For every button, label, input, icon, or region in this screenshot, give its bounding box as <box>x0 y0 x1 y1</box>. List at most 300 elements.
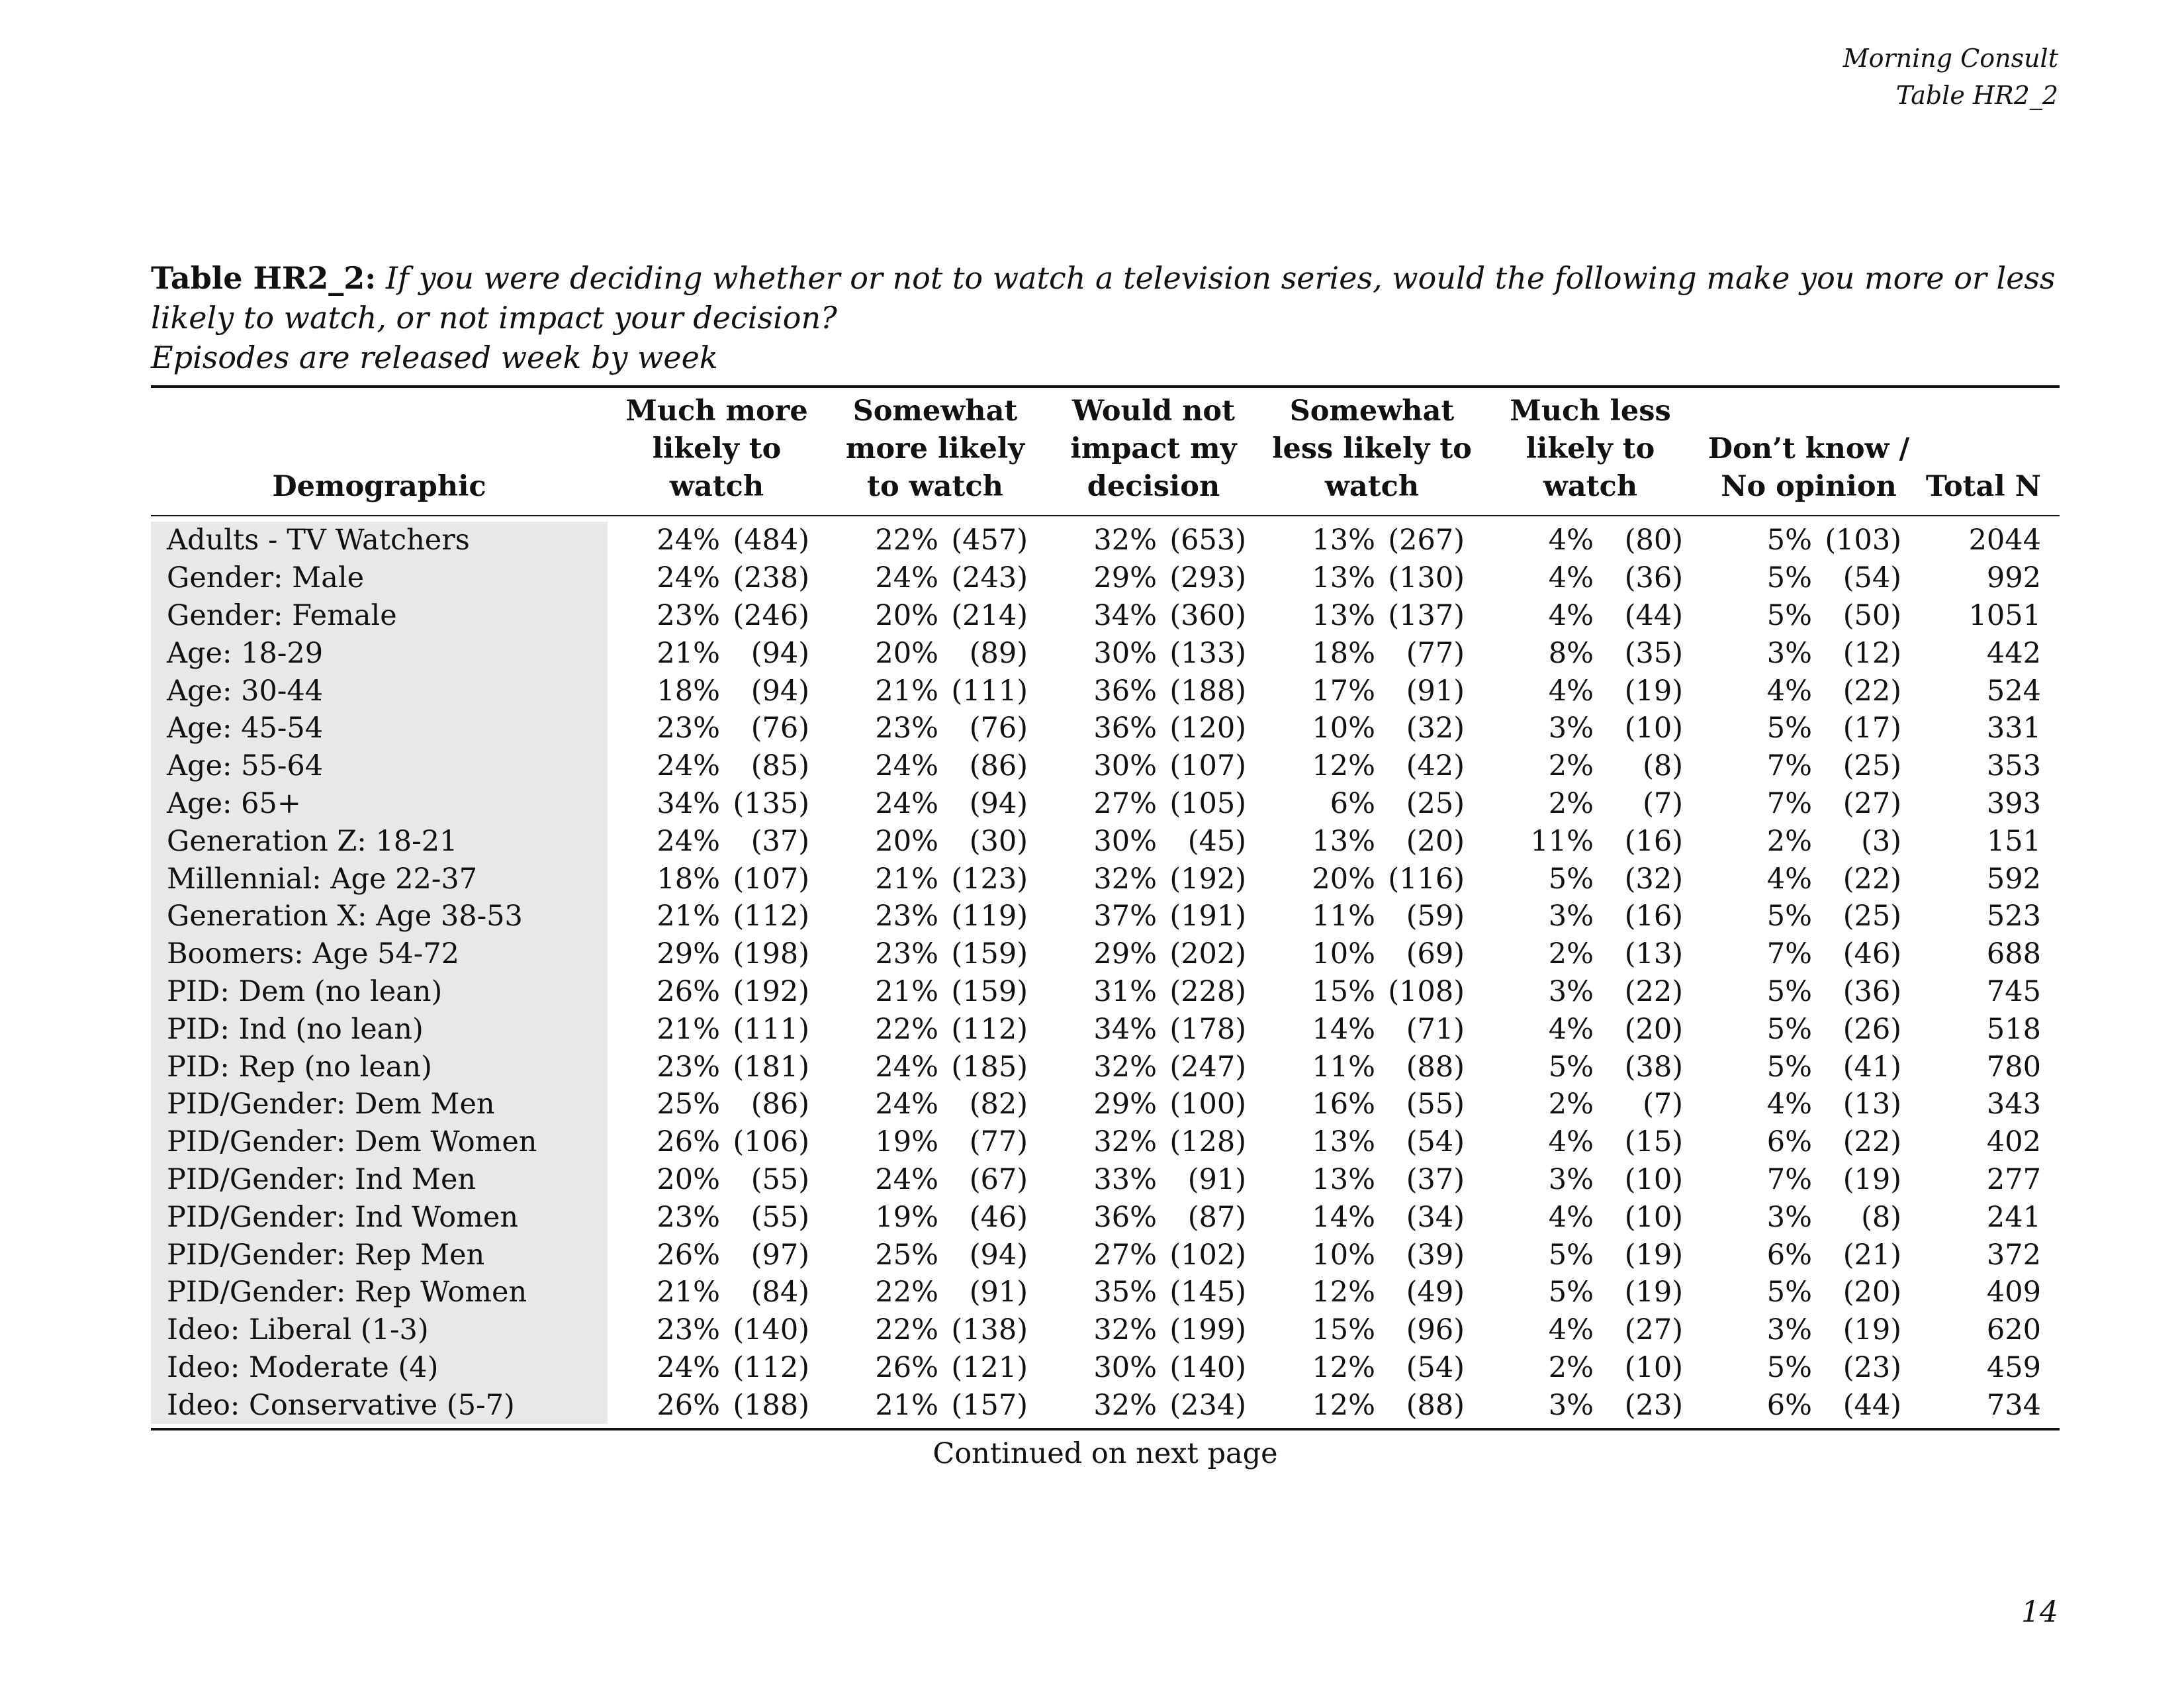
cell-count: (84) <box>751 1276 809 1309</box>
row-total-n: 241 <box>1986 1200 2041 1234</box>
table-cell <box>1044 1010 1263 1048</box>
cell-count: (85) <box>751 749 809 783</box>
table-cell <box>1481 1048 1700 1086</box>
row-demographic-label: PID/Gender: Dem Men <box>151 1086 608 1123</box>
cell-count: (23) <box>1624 1388 1683 1422</box>
cell-count: (41) <box>1843 1050 1901 1084</box>
table-cell <box>608 1311 826 1349</box>
table-cell <box>1263 822 1481 860</box>
table-cell <box>1263 522 1481 559</box>
cell-count: (39) <box>1406 1238 1465 1272</box>
cell-count: (71) <box>1406 1012 1465 1046</box>
table-cell <box>1481 860 1700 898</box>
cell-percent: 3% <box>1766 636 1812 670</box>
table-cell <box>1481 1161 1700 1199</box>
table-cell <box>1263 1311 1481 1349</box>
table-cell <box>1044 672 1263 710</box>
crosstab-table <box>151 385 2060 1470</box>
cell-percent: 32% <box>1093 1125 1157 1159</box>
table-header <box>151 388 2060 515</box>
cell-percent: 23% <box>657 1313 720 1347</box>
cell-percent: 23% <box>875 712 938 745</box>
cell-percent: 2% <box>1766 824 1812 858</box>
cell-count: (22) <box>1624 974 1683 1008</box>
table-row <box>151 1198 2060 1236</box>
table-cell <box>1263 1086 1481 1123</box>
cell-count: (140) <box>733 1313 809 1347</box>
cell-count: (246) <box>733 598 809 632</box>
cell-percent: 22% <box>875 1276 938 1309</box>
cell-count: (243) <box>951 561 1028 595</box>
cell-count: (191) <box>1169 900 1246 933</box>
cell-percent: 23% <box>657 712 720 745</box>
table-cell <box>1700 522 1918 559</box>
table-cell <box>608 1010 826 1048</box>
cell-count: (69) <box>1406 937 1465 971</box>
cell-percent: 30% <box>1093 1350 1157 1384</box>
cell-percent: 24% <box>657 824 720 858</box>
table-cell <box>826 935 1044 973</box>
table-cell <box>1700 1311 1918 1349</box>
cell-percent: 23% <box>875 937 938 971</box>
cell-count: (112) <box>733 900 809 933</box>
cell-count: (159) <box>951 937 1028 971</box>
cell-percent: 22% <box>875 524 938 557</box>
table-cell <box>608 785 826 823</box>
table-row <box>151 597 2060 635</box>
table-cell <box>1263 1198 1481 1236</box>
cell-percent: 18% <box>1312 636 1375 670</box>
cell-count: (188) <box>1169 674 1246 708</box>
table-row <box>151 1123 2060 1161</box>
table-cell <box>1700 747 1918 785</box>
cell-percent: 5% <box>1766 598 1812 632</box>
row-demographic-label: Age: 30-44 <box>151 672 608 710</box>
table-cell <box>1700 672 1918 710</box>
cell-count: (87) <box>1187 1200 1246 1234</box>
cell-percent: 23% <box>875 900 938 933</box>
cell-percent: 14% <box>1312 1200 1375 1234</box>
cell-percent: 24% <box>657 524 720 557</box>
cell-count: (30) <box>969 824 1028 858</box>
cell-count: (137) <box>1388 598 1465 632</box>
table-cell <box>826 1198 1044 1236</box>
cell-count: (157) <box>951 1388 1028 1422</box>
table-cell <box>1481 559 1700 597</box>
table-cell <box>826 1236 1044 1274</box>
table-body <box>151 516 2060 1428</box>
cell-count: (94) <box>751 674 809 708</box>
cell-percent: 5% <box>1766 524 1812 557</box>
table-row <box>151 1236 2060 1274</box>
cell-count: (111) <box>951 674 1028 708</box>
cell-percent: 4% <box>1766 674 1812 708</box>
cell-count: (293) <box>1169 561 1246 595</box>
cell-count: (199) <box>1169 1313 1246 1347</box>
table-cell <box>826 559 1044 597</box>
cell-percent: 5% <box>1548 1050 1594 1084</box>
cell-count: (202) <box>1169 937 1246 971</box>
cell-percent: 5% <box>1766 712 1812 745</box>
table-cell <box>1700 1386 1918 1424</box>
table-cell <box>1481 973 1700 1011</box>
table-cell <box>826 1161 1044 1199</box>
table-cell <box>1481 1236 1700 1274</box>
row-total-n: 331 <box>1986 712 2041 745</box>
cell-percent: 31% <box>1093 974 1157 1008</box>
table-cell <box>1044 597 1263 635</box>
table-cell <box>1044 898 1263 935</box>
cell-count: (13) <box>1843 1088 1901 1121</box>
table-cell <box>1481 710 1700 747</box>
table-cell <box>1044 710 1263 747</box>
table-cell <box>1481 747 1700 785</box>
col-header-much-less: Much less likely to watch <box>1510 395 1671 503</box>
cell-count: (116) <box>1388 862 1465 896</box>
cell-count: (36) <box>1843 974 1901 1008</box>
table-cell <box>826 672 1044 710</box>
cell-percent: 5% <box>1766 1350 1812 1384</box>
table-cell <box>1263 1161 1481 1199</box>
cell-count: (55) <box>751 1200 809 1234</box>
cell-count: (360) <box>1169 598 1246 632</box>
table-cell <box>826 1086 1044 1123</box>
table-cell <box>1700 1236 1918 1274</box>
cell-count: (10) <box>1624 1200 1683 1234</box>
cell-count: (46) <box>969 1200 1028 1234</box>
cell-percent: 4% <box>1766 862 1812 896</box>
cell-percent: 24% <box>875 1088 938 1121</box>
cell-percent: 7% <box>1766 786 1812 820</box>
cell-count: (35) <box>1624 636 1683 670</box>
cell-count: (238) <box>733 561 809 595</box>
cell-count: (103) <box>1825 524 1901 557</box>
cell-percent: 18% <box>657 862 720 896</box>
table-id: Table HR2_2 <box>1895 81 2058 110</box>
table-cell <box>608 860 826 898</box>
cell-percent: 12% <box>1312 1350 1375 1384</box>
cell-percent: 18% <box>657 674 720 708</box>
cell-percent: 4% <box>1548 1200 1594 1234</box>
table-cell <box>1481 634 1700 672</box>
cell-count: (37) <box>751 824 809 858</box>
cell-count: (108) <box>1388 974 1465 1008</box>
cell-percent: 30% <box>1093 636 1157 670</box>
cell-count: (107) <box>1169 749 1246 783</box>
cell-percent: 24% <box>875 1162 938 1196</box>
cell-percent: 32% <box>1093 862 1157 896</box>
cell-count: (10) <box>1624 1162 1683 1196</box>
cell-count: (27) <box>1624 1313 1683 1347</box>
table-cell <box>1700 785 1918 823</box>
row-demographic-label: PID: Ind (no lean) <box>151 1010 608 1048</box>
cell-percent: 37% <box>1093 900 1157 933</box>
cell-percent: 27% <box>1093 1238 1157 1272</box>
table-cell <box>1044 747 1263 785</box>
cell-percent: 36% <box>1093 712 1157 745</box>
table-cell <box>608 1274 826 1311</box>
cell-count: (159) <box>951 974 1028 1008</box>
cell-percent: 22% <box>875 1313 938 1347</box>
table-row <box>151 1386 2060 1424</box>
row-demographic-label: PID: Dem (no lean) <box>151 973 608 1011</box>
table-cell <box>826 785 1044 823</box>
row-demographic-label: PID/Gender: Ind Women <box>151 1198 608 1236</box>
cell-count: (135) <box>733 786 809 820</box>
table-cell <box>1700 559 1918 597</box>
cell-count: (10) <box>1624 1350 1683 1384</box>
cell-count: (234) <box>1169 1388 1246 1422</box>
cell-percent: 20% <box>875 598 938 632</box>
cell-count: (8) <box>1861 1200 1901 1234</box>
cell-count: (107) <box>733 862 809 896</box>
table-cell <box>1044 935 1263 973</box>
cell-percent: 3% <box>1548 900 1594 933</box>
cell-count: (25) <box>1843 900 1901 933</box>
table-cell <box>1044 522 1263 559</box>
cell-percent: 8% <box>1548 636 1594 670</box>
cell-count: (22) <box>1843 1125 1901 1159</box>
table-cell <box>1700 1161 1918 1199</box>
table-row <box>151 710 2060 747</box>
cell-count: (457) <box>951 524 1028 557</box>
row-demographic-label: PID/Gender: Dem Women <box>151 1123 608 1161</box>
cell-percent: 24% <box>875 749 938 783</box>
table-cell <box>1481 1010 1700 1048</box>
cell-percent: 30% <box>1093 824 1157 858</box>
cell-percent: 24% <box>657 561 720 595</box>
cell-count: (15) <box>1624 1125 1683 1159</box>
row-demographic-label: PID/Gender: Rep Men <box>151 1236 608 1274</box>
cell-percent: 24% <box>657 1350 720 1384</box>
cell-percent: 34% <box>1093 1012 1157 1046</box>
col-header-demographic: Demographic <box>272 470 486 503</box>
cell-count: (7) <box>1643 1088 1683 1121</box>
table-row <box>151 822 2060 860</box>
cell-count: (105) <box>1169 786 1246 820</box>
table-cell <box>1044 1349 1263 1387</box>
row-demographic-label: Adults - TV Watchers <box>151 522 608 559</box>
row-total-n: 353 <box>1986 749 2041 783</box>
cell-percent: 23% <box>657 1200 720 1234</box>
row-total-n: 1051 <box>1968 598 2041 632</box>
cell-count: (130) <box>1388 561 1465 595</box>
cell-percent: 24% <box>875 786 938 820</box>
cell-percent: 21% <box>657 1012 720 1046</box>
cell-percent: 36% <box>1093 674 1157 708</box>
cell-percent: 13% <box>1312 1162 1375 1196</box>
cell-percent: 36% <box>1093 1200 1157 1234</box>
table-cell <box>826 1386 1044 1424</box>
cell-count: (120) <box>1169 712 1246 745</box>
org-name: Morning Consult <box>1843 44 2058 73</box>
row-total-n: 592 <box>1986 862 2041 896</box>
row-total-n: 524 <box>1986 674 2041 708</box>
cell-count: (88) <box>1406 1050 1465 1084</box>
table-cell <box>1700 898 1918 935</box>
table-cell <box>1044 559 1263 597</box>
table-cell <box>826 747 1044 785</box>
table-cell <box>608 1236 826 1274</box>
cell-percent: 4% <box>1548 1012 1594 1046</box>
table-cell <box>608 898 826 935</box>
cell-percent: 26% <box>657 974 720 1008</box>
table-cell <box>1044 1236 1263 1274</box>
cell-count: (20) <box>1624 1012 1683 1046</box>
table-cell <box>826 1349 1044 1387</box>
table-cell <box>1263 634 1481 672</box>
cell-count: (19) <box>1624 1276 1683 1309</box>
table-cell <box>608 935 826 973</box>
table-cell <box>1263 710 1481 747</box>
table-cell <box>608 1123 826 1161</box>
row-demographic-label: Gender: Male <box>151 559 608 597</box>
cell-percent: 10% <box>1312 1238 1375 1272</box>
table-cell <box>1481 785 1700 823</box>
cell-percent: 19% <box>875 1200 938 1234</box>
cell-percent: 11% <box>1530 824 1594 858</box>
table-cell <box>1481 1311 1700 1349</box>
cell-percent: 29% <box>1093 1088 1157 1121</box>
cell-count: (91) <box>969 1276 1028 1309</box>
row-total-n: 459 <box>1986 1350 2041 1384</box>
table-row <box>151 860 2060 898</box>
cell-count: (45) <box>1187 824 1246 858</box>
cell-percent: 6% <box>1766 1388 1812 1422</box>
cell-percent: 20% <box>875 636 938 670</box>
cell-percent: 11% <box>1312 1050 1375 1084</box>
table-cell <box>1700 1010 1918 1048</box>
cell-count: (3) <box>1861 824 1901 858</box>
cell-percent: 24% <box>657 749 720 783</box>
table-cell <box>608 1161 826 1199</box>
cell-count: (80) <box>1624 524 1683 557</box>
cell-percent: 15% <box>1312 1313 1375 1347</box>
cell-count: (19) <box>1843 1313 1901 1347</box>
cell-percent: 13% <box>1312 598 1375 632</box>
table-cell <box>1044 1311 1263 1349</box>
table-cell <box>826 1048 1044 1086</box>
cell-percent: 26% <box>657 1388 720 1422</box>
table-row <box>151 1010 2060 1048</box>
table-row <box>151 1161 2060 1199</box>
cell-percent: 32% <box>1093 1313 1157 1347</box>
cell-percent: 21% <box>875 862 938 896</box>
cell-count: (94) <box>969 786 1028 820</box>
cell-count: (54) <box>1843 561 1901 595</box>
cell-count: (86) <box>969 749 1028 783</box>
table-cell <box>1044 1086 1263 1123</box>
table-cell <box>1700 634 1918 672</box>
table-cell <box>1044 1123 1263 1161</box>
table-cell <box>1263 1274 1481 1311</box>
cell-percent: 15% <box>1312 974 1375 1008</box>
table-cell <box>1481 1198 1700 1236</box>
cell-count: (94) <box>969 1238 1028 1272</box>
cell-percent: 34% <box>657 786 720 820</box>
cell-count: (121) <box>951 1350 1028 1384</box>
cell-percent: 24% <box>875 1050 938 1084</box>
table-cell <box>1263 1236 1481 1274</box>
cell-count: (10) <box>1624 712 1683 745</box>
table-cell <box>608 973 826 1011</box>
table-row <box>151 1274 2060 1311</box>
cell-count: (32) <box>1624 862 1683 896</box>
table-cell <box>1700 710 1918 747</box>
table-cell <box>826 1274 1044 1311</box>
row-demographic-label: Age: 55-64 <box>151 747 608 785</box>
table-row <box>151 1349 2060 1387</box>
table-cell <box>608 1349 826 1387</box>
table-cell <box>1044 1386 1263 1424</box>
table-cell <box>1481 1123 1700 1161</box>
cell-percent: 34% <box>1093 598 1157 632</box>
table-cell <box>1481 597 1700 635</box>
cell-percent: 5% <box>1766 900 1812 933</box>
table-cell <box>1481 1349 1700 1387</box>
row-total-n: 992 <box>1986 561 2041 595</box>
table-cell <box>1700 860 1918 898</box>
table-cell <box>608 747 826 785</box>
cell-count: (181) <box>733 1050 809 1084</box>
cell-percent: 21% <box>657 900 720 933</box>
cell-count: (22) <box>1843 862 1901 896</box>
table-cell <box>1700 1198 1918 1236</box>
cell-percent: 3% <box>1548 1162 1594 1196</box>
cell-count: (192) <box>1169 862 1246 896</box>
table-row <box>151 747 2060 785</box>
cell-percent: 2% <box>1548 937 1594 971</box>
table-cell <box>608 634 826 672</box>
row-demographic-label: PID/Gender: Rep Women <box>151 1274 608 1311</box>
table-cell <box>1263 860 1481 898</box>
cell-percent: 25% <box>657 1088 720 1121</box>
cell-percent: 4% <box>1548 524 1594 557</box>
cell-count: (16) <box>1624 824 1683 858</box>
table-cell <box>1044 785 1263 823</box>
table-cell <box>608 1048 826 1086</box>
cell-count: (228) <box>1169 974 1246 1008</box>
cell-percent: 4% <box>1548 598 1594 632</box>
cell-count: (59) <box>1406 900 1465 933</box>
table-cell <box>1044 634 1263 672</box>
cell-percent: 4% <box>1548 1125 1594 1159</box>
table-cell <box>826 1010 1044 1048</box>
cell-count: (13) <box>1624 937 1683 971</box>
table-cell <box>608 522 826 559</box>
cell-count: (145) <box>1169 1276 1246 1309</box>
cell-percent: 35% <box>1093 1276 1157 1309</box>
cell-count: (27) <box>1843 786 1901 820</box>
cell-count: (8) <box>1643 749 1683 783</box>
table-cell <box>1263 935 1481 973</box>
cell-count: (86) <box>751 1088 809 1121</box>
page-header <box>1843 40 2058 114</box>
table-cell <box>1044 1048 1263 1086</box>
table-cell <box>1263 1010 1481 1048</box>
cell-count: (77) <box>1406 636 1465 670</box>
cell-count: (96) <box>1406 1313 1465 1347</box>
cell-percent: 22% <box>875 1012 938 1046</box>
table-row <box>151 634 2060 672</box>
cell-percent: 29% <box>1093 937 1157 971</box>
cell-count: (97) <box>751 1238 809 1272</box>
table-subtitle: Episodes are released week by week <box>151 340 718 375</box>
row-demographic-label: PID/Gender: Ind Men <box>151 1161 608 1199</box>
row-total-n: 409 <box>1986 1276 2041 1309</box>
table-row <box>151 935 2060 973</box>
row-demographic-label: PID: Rep (no lean) <box>151 1048 608 1086</box>
